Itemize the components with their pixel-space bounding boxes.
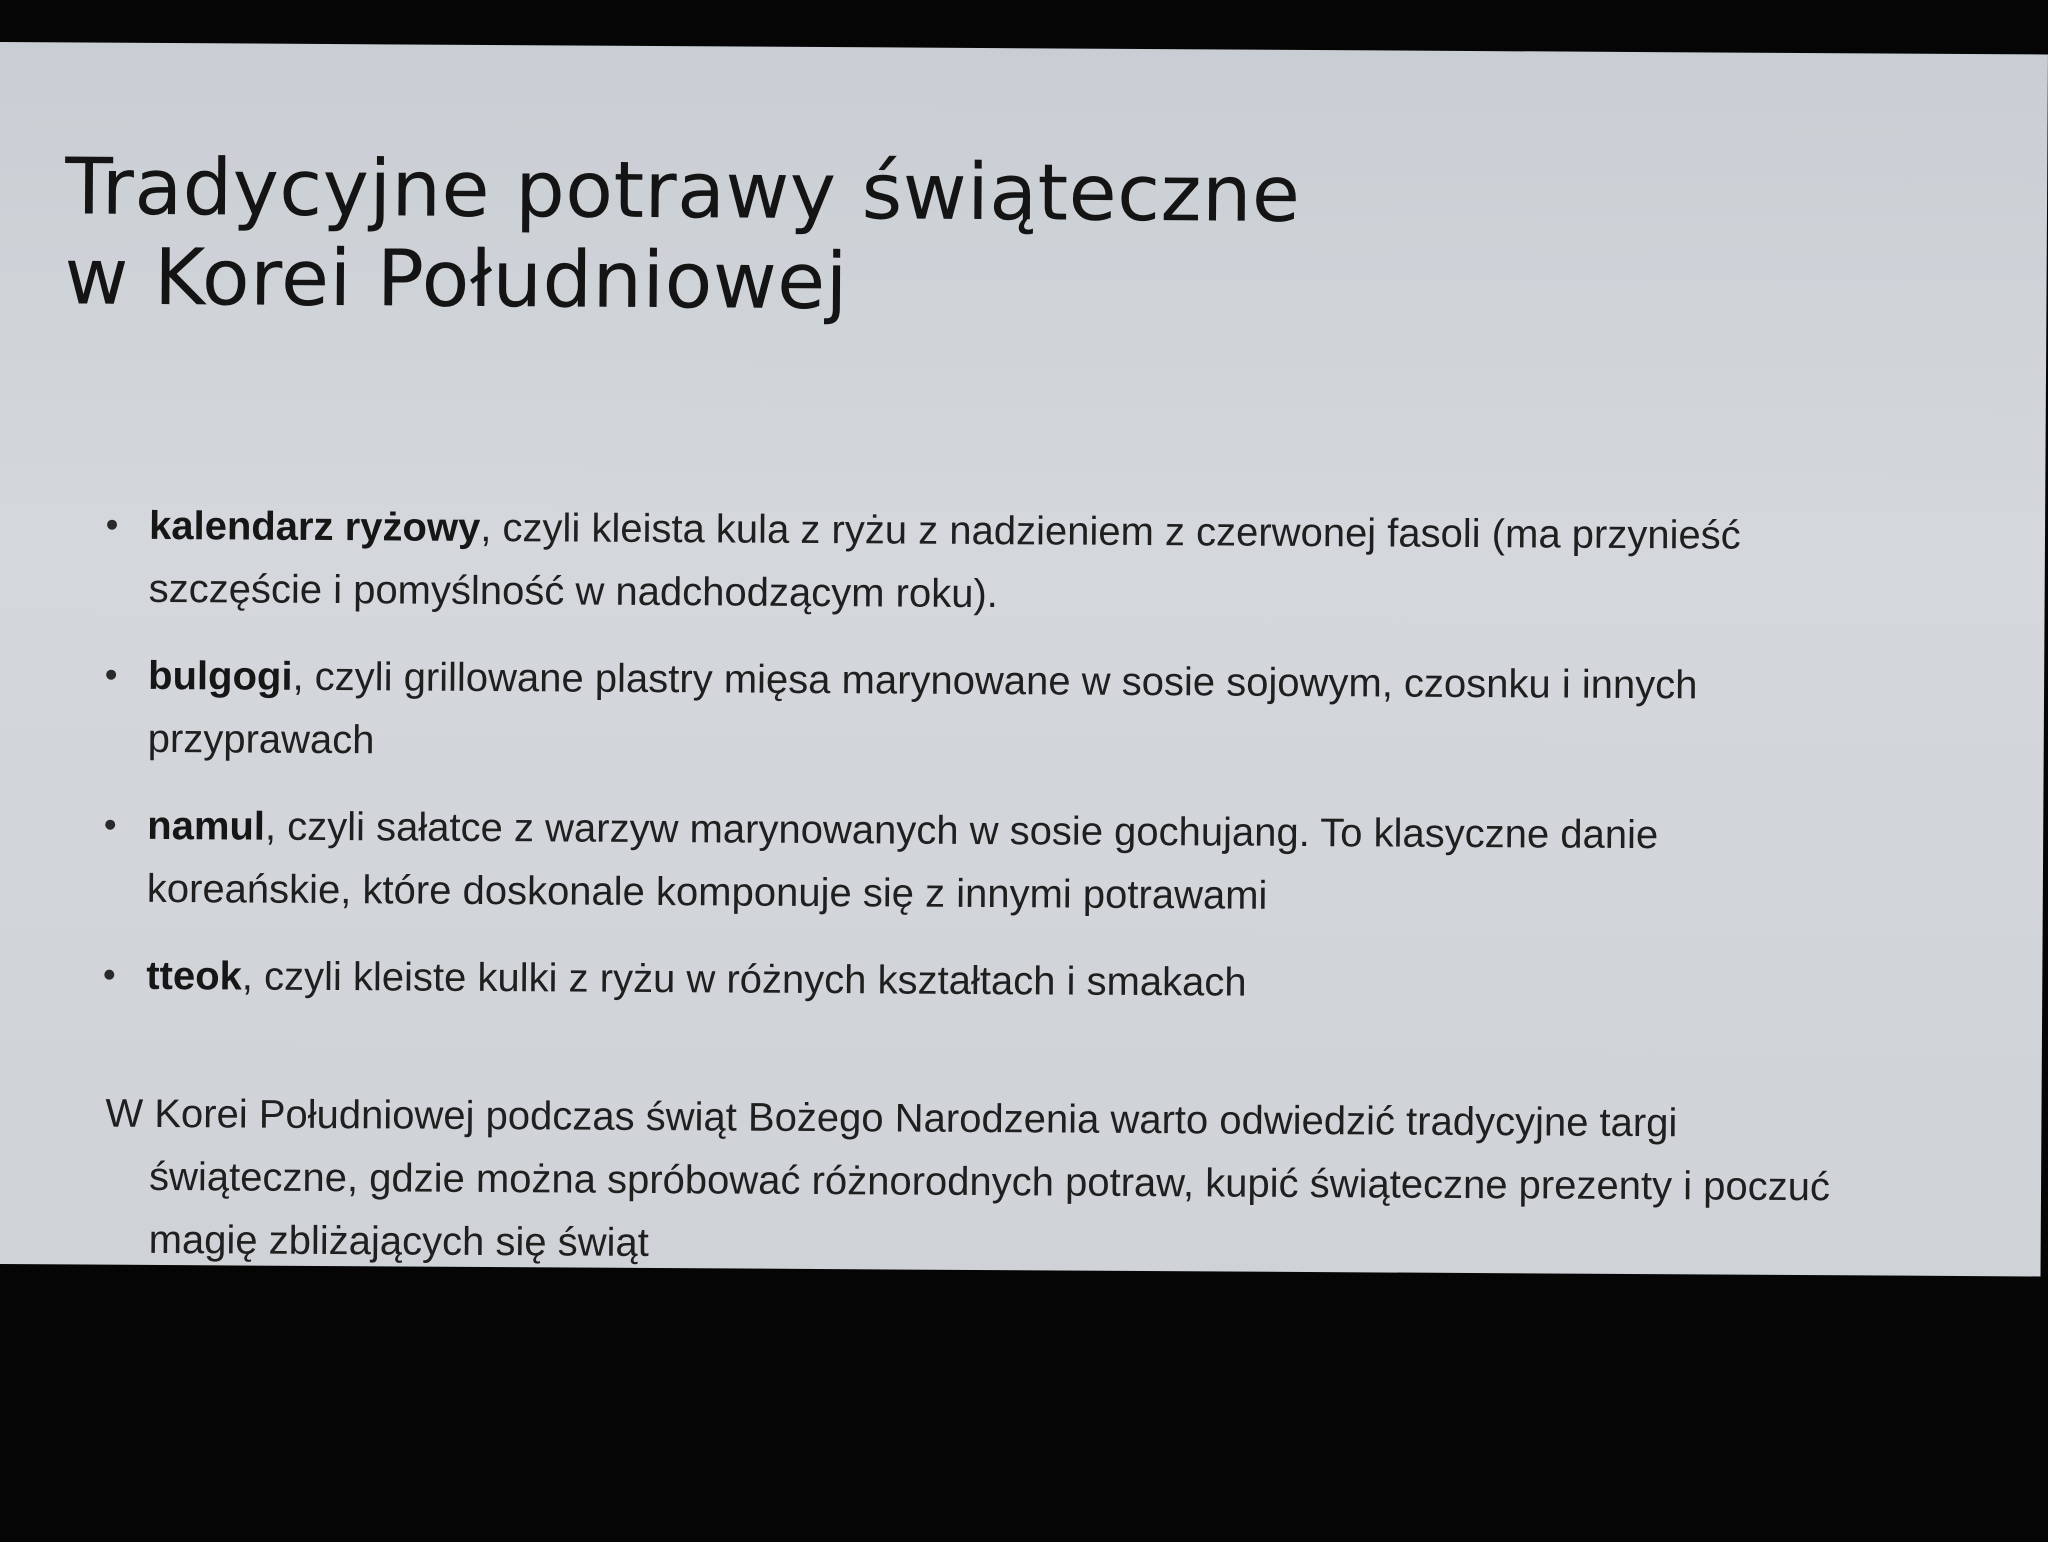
- bullet-dot-icon: [104, 970, 114, 980]
- slide-title-line-2: w Korei Południowej: [64, 232, 849, 328]
- bullet-term: bulgogi: [147, 653, 293, 699]
- slide-title-line-1: Tradycyjne potrawy świąteczne: [64, 142, 1301, 240]
- bullet-item: [105, 795, 1806, 931]
- bullet-dot-icon: [106, 670, 116, 680]
- bullet-list: [104, 495, 1807, 1042]
- bullet-item: [106, 495, 1807, 631]
- presentation-slide: [0, 42, 2048, 1276]
- bullet-item: [104, 945, 1804, 1018]
- bullet-dot-icon: [105, 820, 115, 830]
- bullet-term: namul: [147, 803, 266, 849]
- bullet-text: , czyli kleista kula z ryżu z nadzieniem z czerwonej fasoli (ma przynieść szczęście i pomyślność w nadchodzącym roku).: [148, 505, 1741, 617]
- bullet-dot-icon: [107, 520, 117, 530]
- closing-paragraph: [104, 1083, 1869, 1277]
- bullet-text: , czyli sałatce z warzyw marynowanych w sosie gochujang. To klasyczne danie koreańskie, które doskonale komponuje się z innymi potrawami: [146, 804, 1659, 918]
- bullet-text: , czyli kleiste kulki z ryżu w różnych kształtach i smakach: [241, 954, 1247, 1005]
- bullet-item: [106, 645, 1807, 781]
- bullet-text: , czyli grillowane plastry mięsa marynowane w sosie sojowym, czosnku i innych przyprawach: [147, 654, 1698, 763]
- bullet-term: tteok: [146, 953, 243, 999]
- slide-title: [64, 142, 1300, 330]
- closing-paragraph-text: W Korei Południowej podczas świąt Bożego Narodzenia warto odwiedzić tradycyjne targi świąteczne, gdzie można spróbować różnorodnych potraw, kupić świąteczne prezenty i poczuć magię zbliżających się świąt: [105, 1091, 1831, 1265]
- bullet-term: kalendarz ryżowy: [148, 503, 481, 550]
